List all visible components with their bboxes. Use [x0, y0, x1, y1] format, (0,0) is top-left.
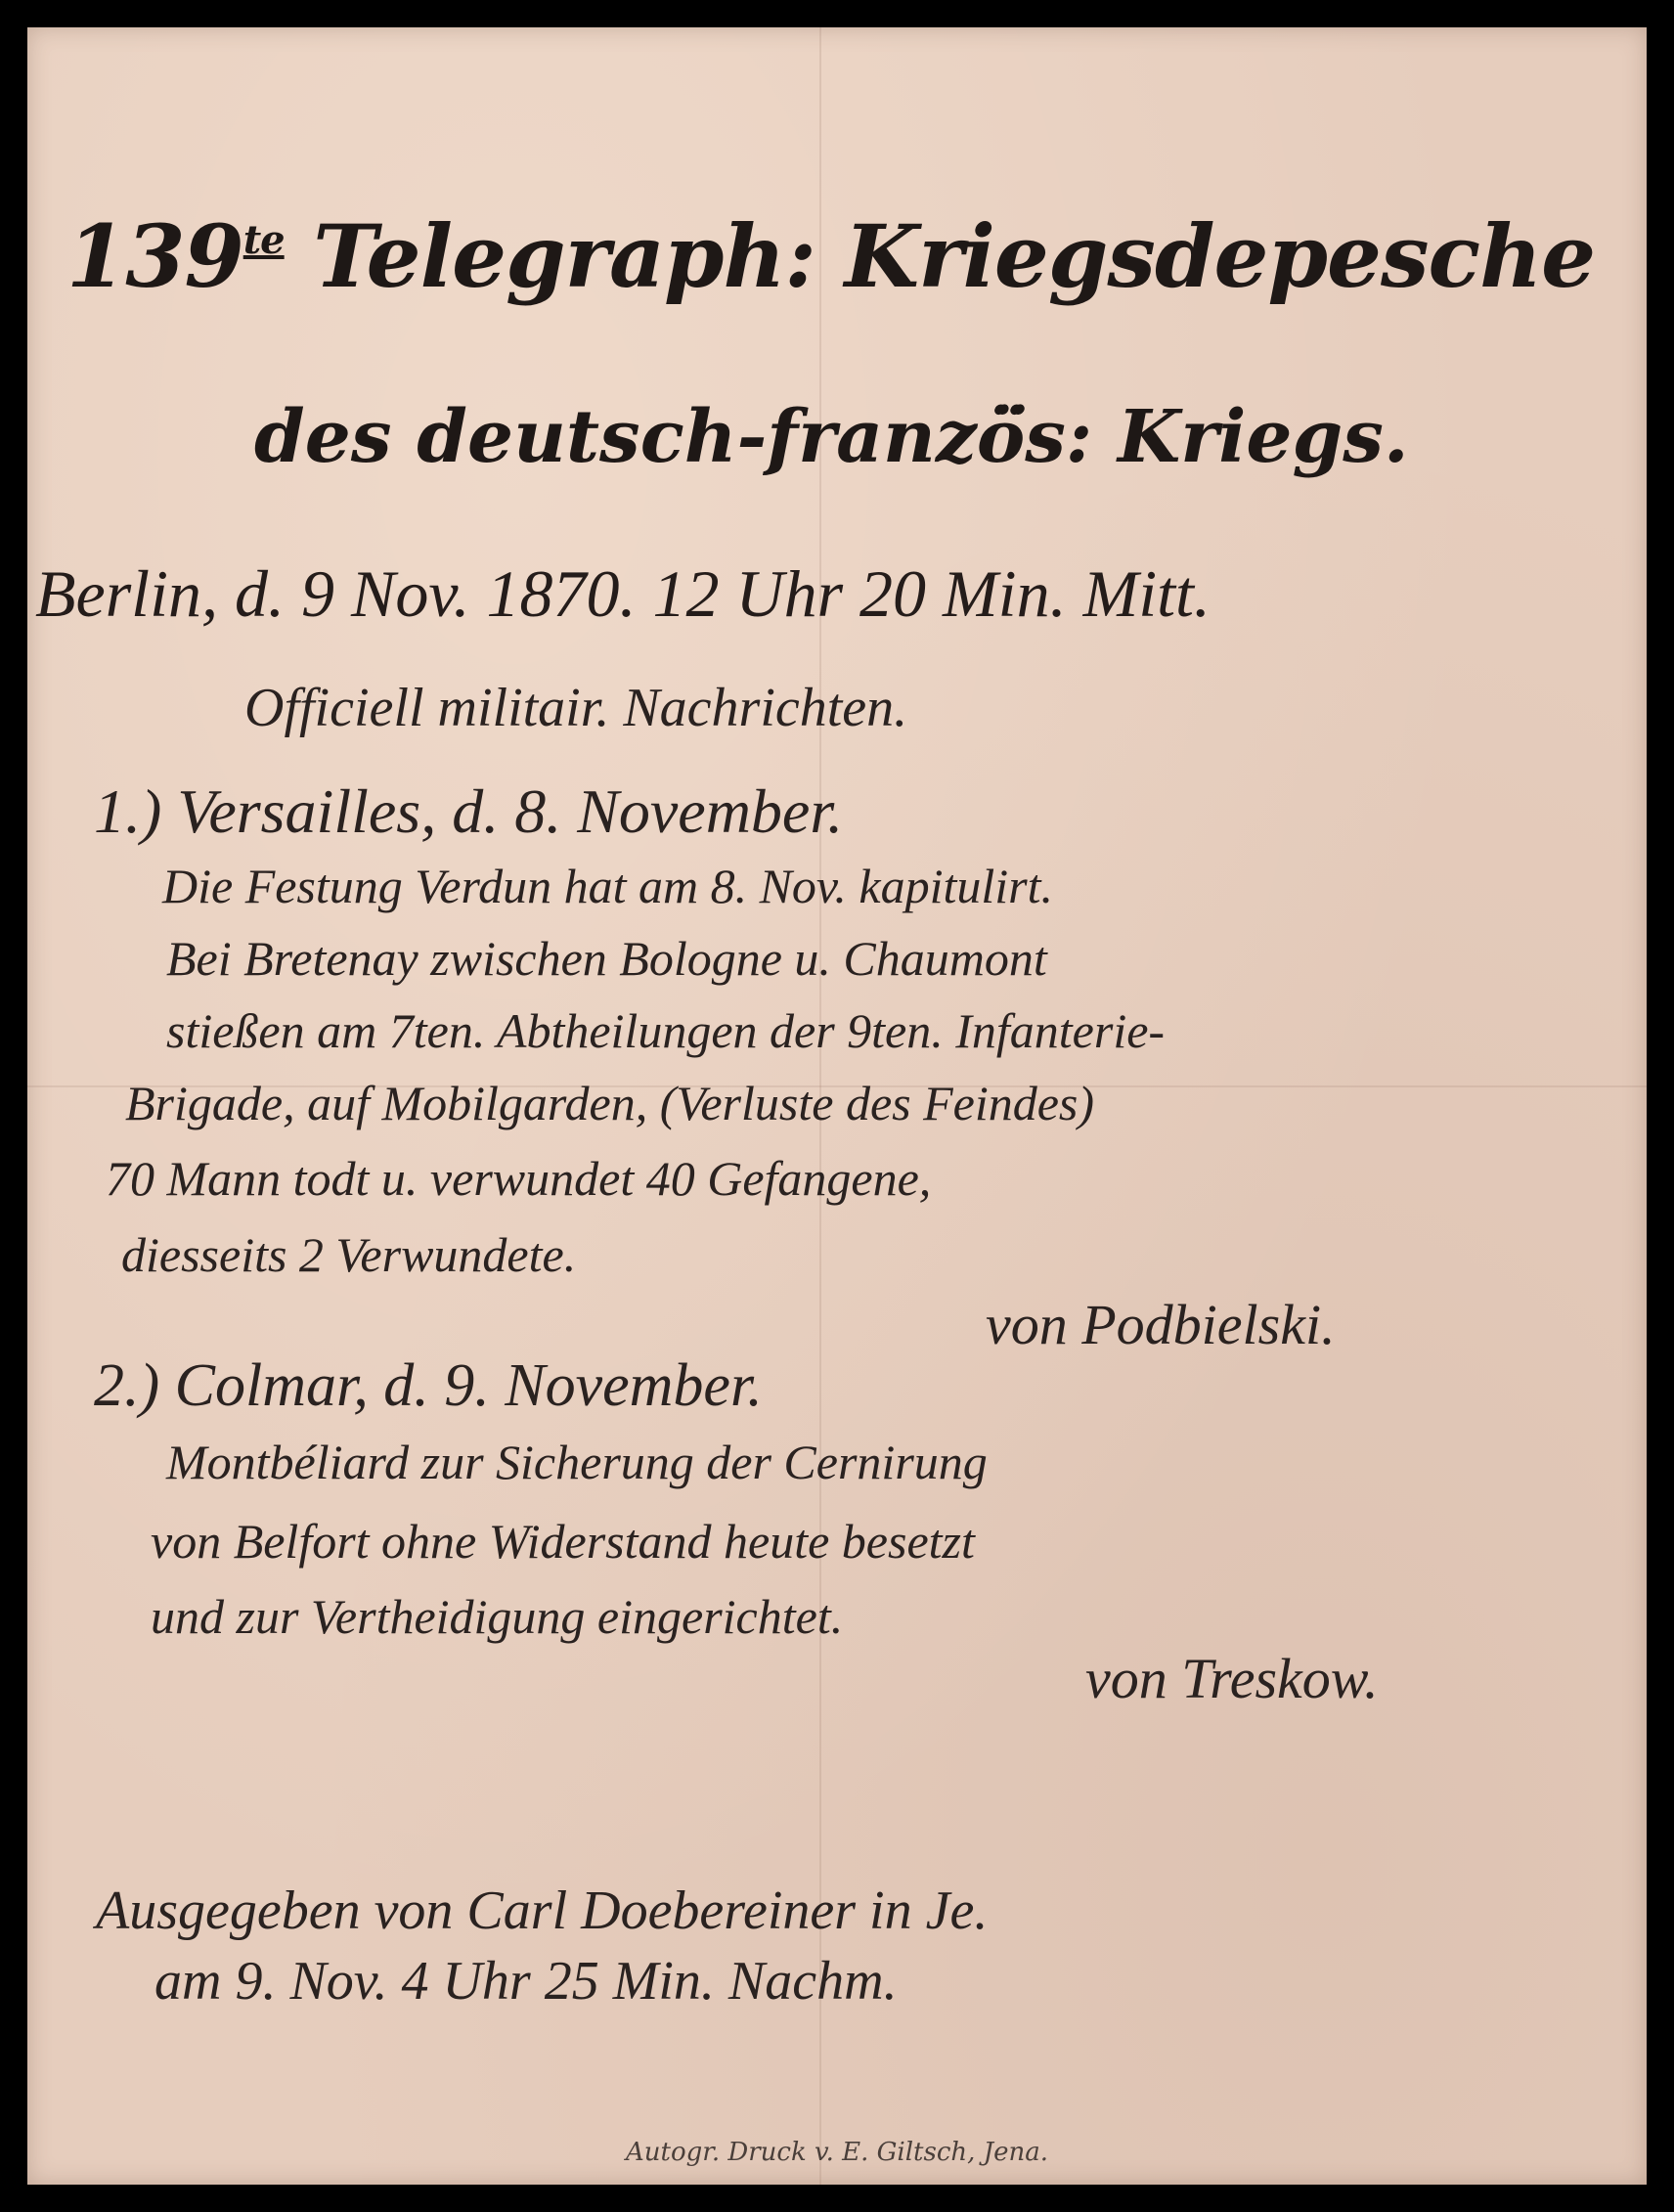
headline — [66, 205, 1596, 307]
subheadline: des deutsch-franzö̈s: Kriegs. — [254, 395, 1409, 479]
item2-signature: von Treskow. — [1085, 1647, 1379, 1710]
item1-line: stießen am 7ten. Abtheilungen der 9ten. Infanterie- — [166, 1003, 1166, 1058]
item1-line: 70 Mann todt u. verwundet 40 Gefangene, — [106, 1151, 932, 1206]
issued-line: Ausgegeben von Carl Doebereiner in Je. — [96, 1880, 989, 1941]
item1-signature: von Podbielski. — [986, 1293, 1336, 1356]
item2-line: Montbéliard zur Sicherung der Cernirung — [166, 1435, 988, 1489]
telegram-sheet — [27, 27, 1647, 2185]
item1-line: diesseits 2 Verwundete. — [121, 1227, 577, 1282]
printer-imprint: Autogr. Druck v. E. Giltsch, Jena. — [626, 2138, 1048, 2167]
item1-line: Bei Bretenay zwischen Bologne u. Chaumont — [166, 931, 1047, 986]
item1-line: Brigade, auf Mobilgarden, (Verluste des Feindes) — [125, 1076, 1095, 1130]
headline-suffix: te — [242, 217, 285, 263]
intro-line: Officiell militair. Nachrichten. — [244, 678, 908, 738]
item1-line: Die Festung Verdun hat am 8. Nov. kapitulirt. — [162, 859, 1054, 913]
dateline: Berlin, d. 9 Nov. 1870. 12 Uhr 20 Min. Mitt. — [35, 556, 1211, 631]
item2-heading: 2.) Colmar, d. 9. November. — [94, 1352, 763, 1419]
headline-title: Telegraph: Kriegsdepesche — [313, 205, 1596, 307]
item2-line: von Belfort ohne Widerstand heute besetzt — [151, 1514, 975, 1569]
item1-heading: 1.) Versailles, d. 8. November. — [94, 776, 844, 846]
item2-line: und zur Vertheidigung eingerichtet. — [151, 1589, 844, 1644]
issued-line: am 9. Nov. 4 Uhr 25 Min. Nachm. — [154, 1951, 898, 2012]
headline-number: 139 — [66, 205, 243, 307]
